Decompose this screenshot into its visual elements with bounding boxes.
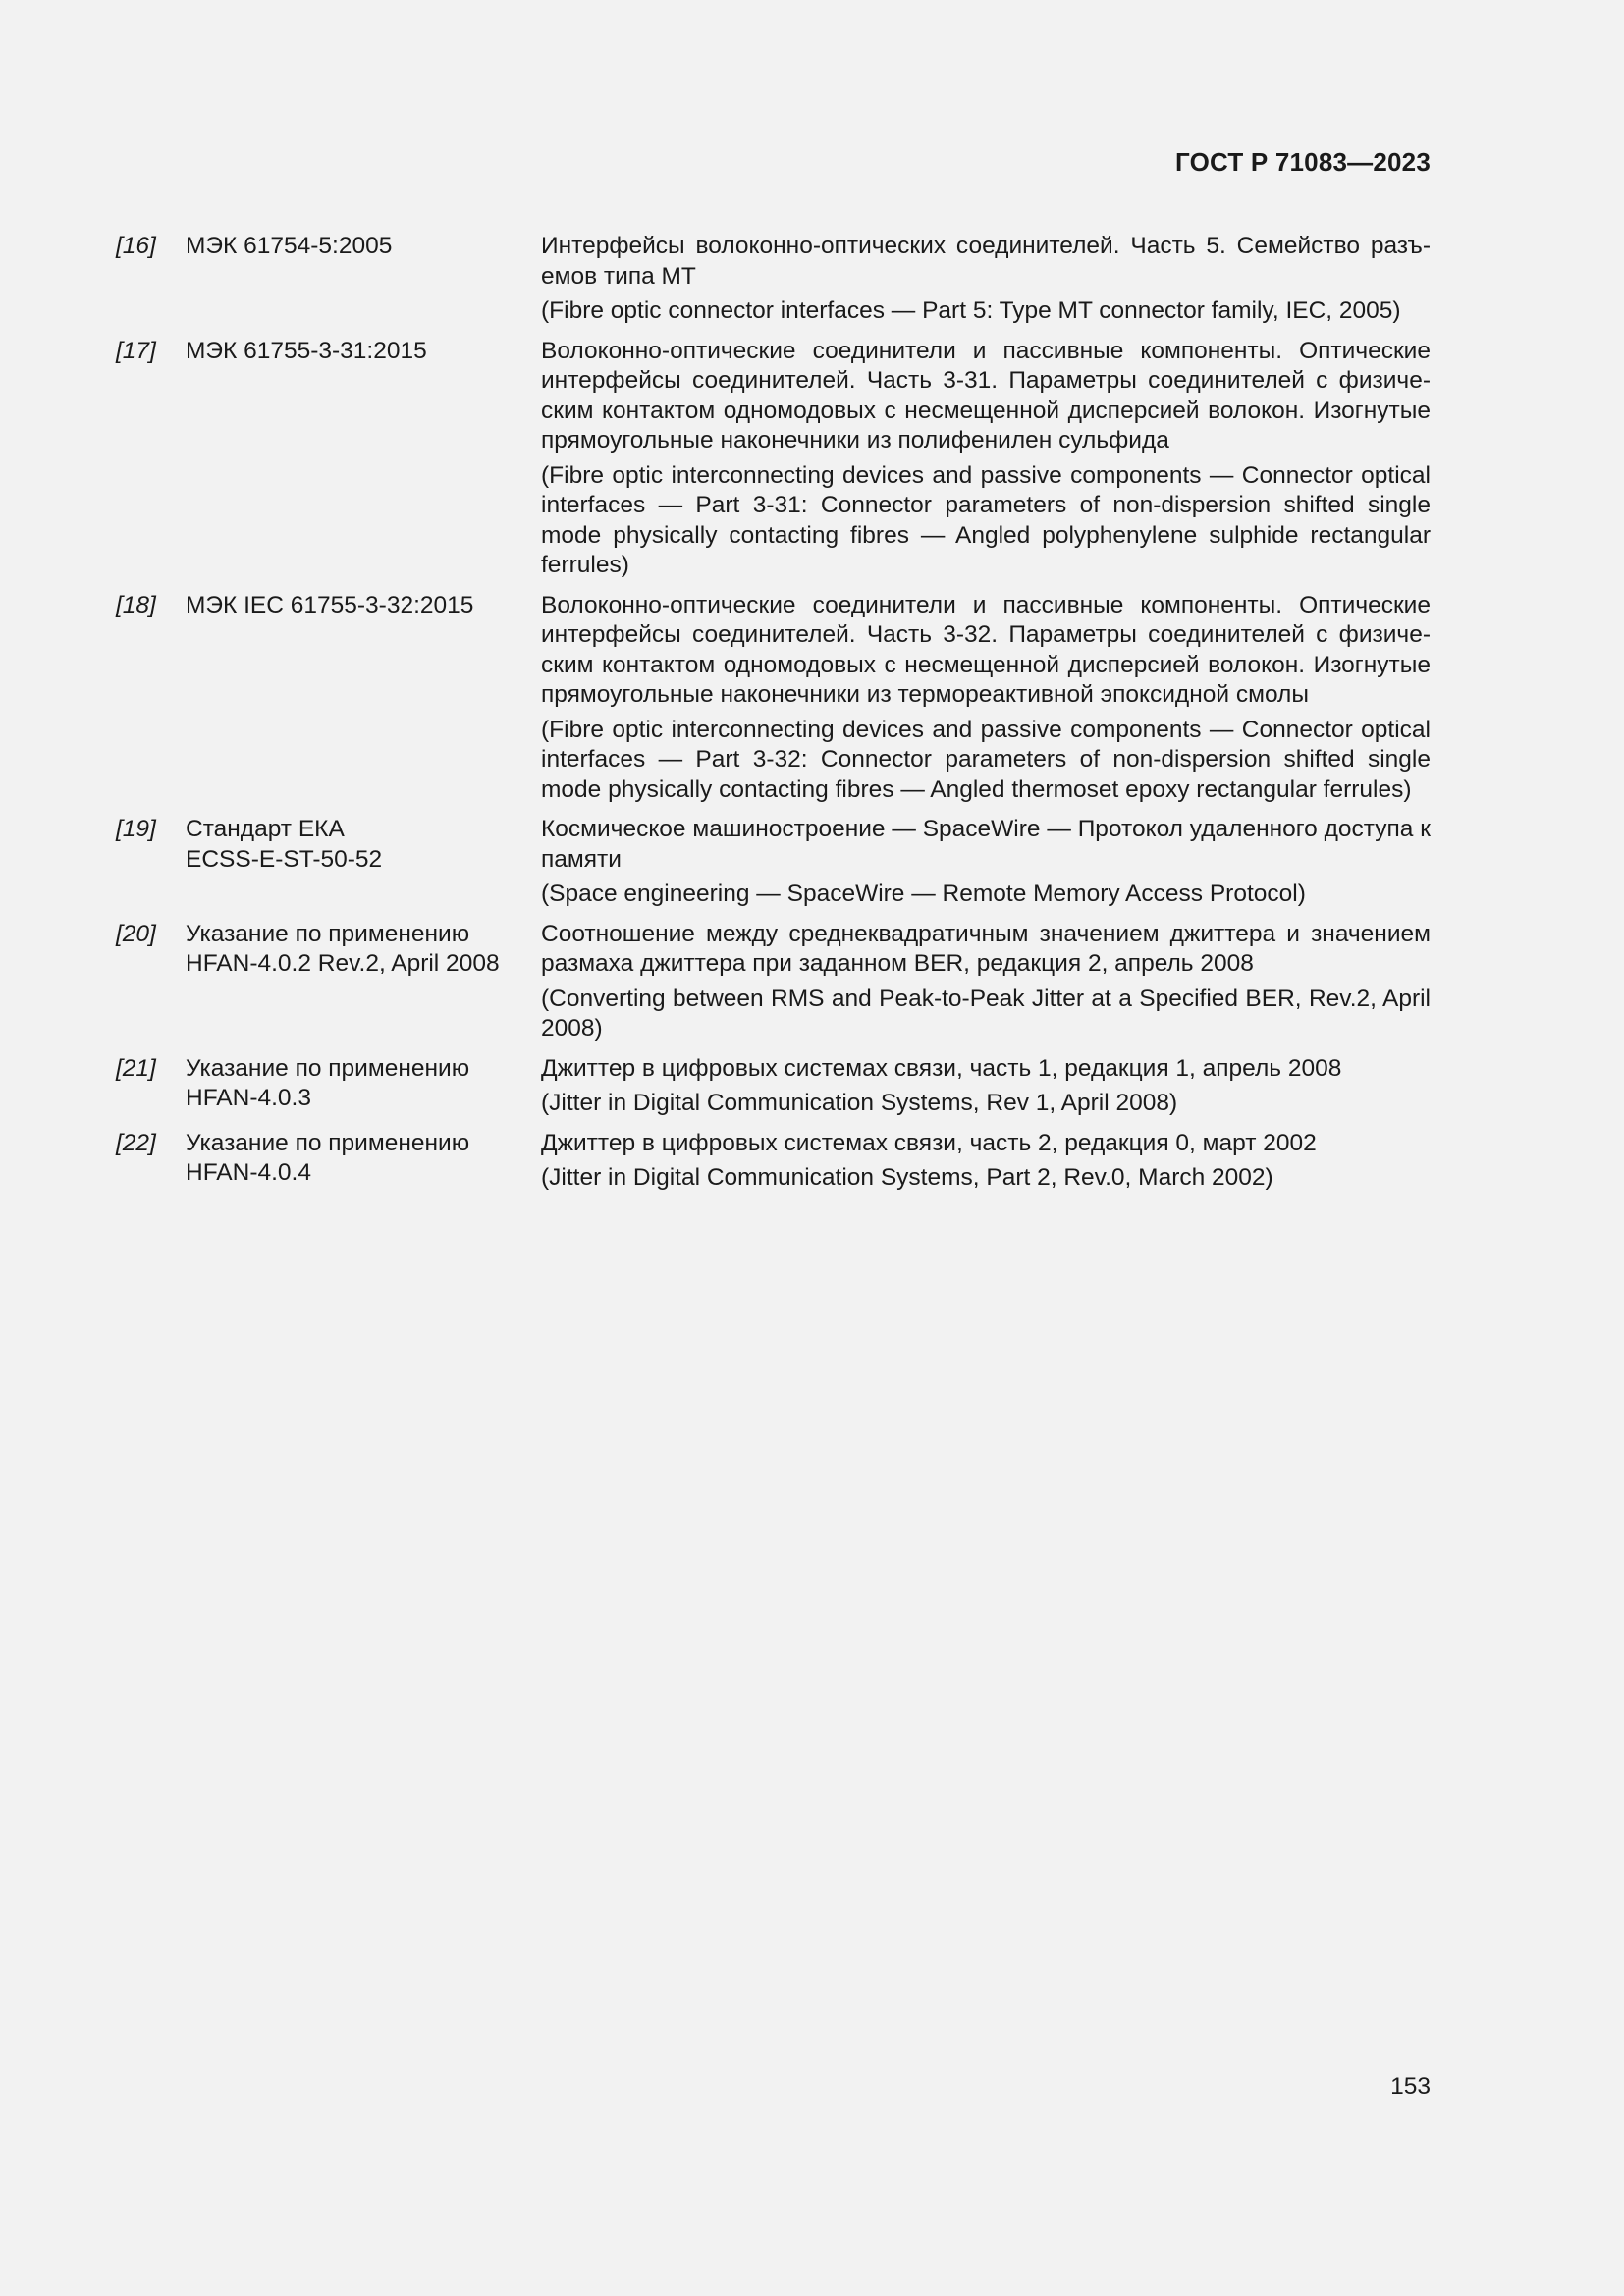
reference-number: [16] xyxy=(116,233,156,259)
reference-code-line: МЭК IEC 61755-3-32:2015 xyxy=(186,591,474,618)
reference-title-en: (Jitter in Digital Communication Systems, Part 2, Rev.0, March 2002) xyxy=(541,1164,1273,1191)
reference-entry xyxy=(116,337,1431,581)
reference-title-ru: Волоконно-оптические соединители и пассивные компоненты. Оптические интерфейсы соединителей. Часть 3-31. Параметры соединителей с физическим контактом одномодовых с несмещенной дисперсией волокон. Изогнутые прямоугольные наконечники из полифенилен сульфида xyxy=(541,337,1431,454)
reference-code xyxy=(186,232,541,327)
reference-number: [19] xyxy=(116,816,156,842)
reference-title-ru: Интерфейсы волоконно-оптических соединителей. Часть 5. Семейство разъемов типа МТ xyxy=(541,233,1431,290)
reference-number: [18] xyxy=(116,591,156,618)
reference-description xyxy=(541,920,1431,1044)
reference-description xyxy=(541,1054,1431,1119)
reference-code-line: Стандарт ЕКА xyxy=(186,816,345,842)
reference-entry xyxy=(116,815,1431,910)
reference-code xyxy=(186,815,541,910)
reference-number: [20] xyxy=(116,920,156,947)
reference-code xyxy=(186,1054,541,1119)
reference-description xyxy=(541,232,1431,327)
reference-description xyxy=(541,337,1431,581)
reference-title-ru: Джиттер в цифровых системах связи, часть 1, редакция 1, апрель 2008 xyxy=(541,1054,1342,1082)
reference-code-line: HFAN-4.0.2 Rev.2, April 2008 xyxy=(186,950,500,977)
reference-code-line: ECSS-E-ST-50-52 xyxy=(186,845,383,873)
reference-number: [17] xyxy=(116,337,156,364)
standard-id-header: ГОСТ Р 71083—2023 xyxy=(1175,147,1431,177)
reference-title-ru: Космическое машиностроение — SpaceWire — Протокол удаленного доступа к памяти xyxy=(541,816,1431,873)
page-number: 153 xyxy=(1390,2073,1431,2100)
reference-description xyxy=(541,815,1431,910)
reference-code xyxy=(186,1129,541,1194)
reference-code-line: Указание по применению xyxy=(186,920,470,947)
reference-code xyxy=(186,920,541,1044)
reference-code xyxy=(186,337,541,581)
reference-entry xyxy=(116,1129,1431,1194)
reference-code-line: МЭК 61755-3-31:2015 xyxy=(186,337,427,364)
reference-code xyxy=(186,591,541,806)
reference-title-en: (Jitter in Digital Communication Systems, Rev 1, April 2008) xyxy=(541,1090,1178,1116)
reference-description xyxy=(541,591,1431,806)
reference-title-en: (Fibre optic connector interfaces — Part 5: Type MT connector family, IEC, 2005) xyxy=(541,297,1401,324)
reference-code-line: HFAN-4.0.3 xyxy=(186,1085,311,1111)
reference-code-line: Указание по применению xyxy=(186,1054,470,1082)
reference-code-line: HFAN-4.0.4 xyxy=(186,1159,311,1186)
reference-entry xyxy=(116,920,1431,1044)
reference-title-ru: Соотношение между среднеквадратичным значением джиттера и значением размаха джиттера при заданном BER, редакция 2, апрель 2008 xyxy=(541,920,1431,977)
reference-title-en: (Space engineering — SpaceWire — Remote Memory Access Protocol) xyxy=(541,881,1306,907)
reference-number: [21] xyxy=(116,1054,156,1082)
reference-code-line: МЭК 61754-5:2005 xyxy=(186,233,393,259)
reference-title-en: (Fibre optic interconnecting devices and passive components — Connector optical interfaces — Part 3-31: Connector parameters of non-dispersion shifted single mode physically contacting fibres — Angled polyphenylene sulphide rectangular ferrules) xyxy=(541,461,1431,578)
reference-entry xyxy=(116,591,1431,806)
reference-title-ru: Джиттер в цифровых системах связи, часть 2, редакция 0, март 2002 xyxy=(541,1129,1317,1156)
bibliography-list xyxy=(116,232,1431,1203)
reference-title-en: (Converting between RMS and Peak-to-Peak Jitter at a Specified BER, Rev.2, April 2008) xyxy=(541,985,1431,1041)
reference-description xyxy=(541,1129,1431,1194)
reference-number: [22] xyxy=(116,1129,156,1156)
reference-title-en: (Fibre optic interconnecting devices and passive components — Connector optical interfaces — Part 3-32: Connector parameters of non-dispersion shifted single mode physically contacting fibres — Angled thermoset epoxy rectangular ferrules) xyxy=(541,716,1431,803)
reference-code-line: Указание по применению xyxy=(186,1129,470,1156)
reference-entry xyxy=(116,1054,1431,1119)
reference-title-ru: Волоконно-оптические соединители и пассивные компоненты. Оптические интерфейсы соединителей. Часть 3-32. Параметры соединителей с физическим контактом одномодовых с несмещенной дисперсией волокон. Изогнутые прямоугольные наконечники из термореактивной эпоксидной смолы xyxy=(541,591,1431,708)
reference-entry xyxy=(116,232,1431,327)
